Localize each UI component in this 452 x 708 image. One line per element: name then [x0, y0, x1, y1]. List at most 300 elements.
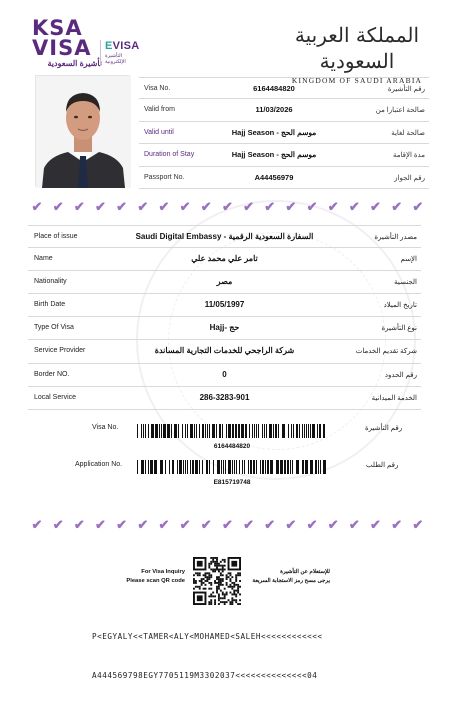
checkmark-strip-top: [30, 200, 425, 214]
qr-module: [218, 586, 220, 588]
qr-module: [233, 586, 235, 588]
check-mark-icon: ✔: [137, 517, 149, 532]
label-ar: مدة الإقامة: [393, 152, 425, 160]
check-mark-icon: ✔: [348, 517, 360, 532]
check-mark-icon: ✔: [73, 199, 85, 214]
qr-module: [237, 590, 239, 592]
value: Hajj- حج: [209, 323, 240, 333]
qr-module: [208, 572, 210, 574]
qr-instructions-ar: [250, 568, 330, 586]
qr-module: [222, 584, 224, 586]
label-ar: صالحة اعتبارا من: [375, 107, 425, 115]
check-mark-icon: ✔: [264, 199, 276, 214]
qr-module: [218, 595, 220, 597]
qr-module: [210, 574, 212, 576]
check-mark-icon: ✔: [31, 199, 43, 214]
value: 286-3283-901: [199, 392, 250, 402]
check-mark-icon: ✔: [31, 517, 43, 532]
qr-module: [233, 593, 235, 595]
qr-module: [222, 567, 224, 569]
qr-module: [205, 580, 207, 582]
qr-module: [222, 580, 224, 582]
qr-module: [239, 593, 241, 595]
qr-module: [206, 580, 208, 582]
check-mark-icon: ✔: [52, 517, 64, 532]
qr-module: [231, 593, 233, 595]
check-mark-icon: ✔: [348, 199, 360, 214]
qr-module: [199, 586, 201, 588]
qr-module: [222, 565, 224, 567]
qr-module: [218, 584, 220, 586]
check-mark-icon: ✔: [179, 199, 191, 214]
qr-module: [210, 582, 212, 584]
qr-module: [210, 576, 212, 578]
label-ar: نوع التأشيرة: [381, 325, 417, 333]
qr-module: [237, 588, 239, 590]
check-mark-icon: ✔: [158, 517, 170, 532]
qr-module: [224, 597, 226, 599]
portrait-image: [36, 76, 131, 188]
visa-barcode-number: 6164484820: [213, 443, 251, 450]
qr-module: [228, 576, 230, 578]
qr-module: [208, 565, 210, 567]
value: A44456979: [254, 172, 294, 182]
qr-module: [210, 557, 212, 559]
barcode-bar: [323, 460, 326, 474]
qr-module: [239, 572, 241, 574]
qr-module: [231, 599, 233, 601]
qr-module: [216, 592, 218, 594]
qr-module: [214, 599, 216, 601]
qr-module: [210, 588, 212, 590]
row-name: [28, 248, 421, 271]
qr-module: [201, 582, 203, 584]
label-en: Nationality: [34, 278, 67, 286]
qr-module: [216, 582, 218, 584]
qr-module: [201, 584, 203, 586]
qr-module: [203, 588, 205, 590]
qr-module: [220, 572, 222, 574]
row-service-provider: [28, 340, 421, 363]
qr-module: [206, 578, 208, 580]
qr-module: [229, 586, 231, 588]
qr-module: [212, 570, 214, 572]
qr-module: [203, 582, 205, 584]
qr-module: [222, 592, 224, 594]
qr-module: [235, 601, 237, 603]
qr-module: [193, 582, 195, 584]
qr-module: [235, 576, 237, 578]
qr-module: [222, 601, 224, 603]
qr-module: [214, 563, 216, 565]
value: Hajj Season - موسم الحج: [231, 150, 317, 160]
label-ar: صالحة لغاية: [391, 129, 425, 137]
qr-module: [224, 561, 226, 563]
qr-module: [218, 563, 220, 565]
qr-module: [205, 584, 207, 586]
check-mark-icon: ✔: [116, 517, 128, 532]
qr-module: [218, 570, 220, 572]
check-mark-icon: ✔: [221, 517, 233, 532]
label-ar: الإسم: [400, 256, 417, 264]
qr-scan-line-ar: يرجى مسح رمز الاستجابة السريعة: [252, 578, 330, 584]
qr-module: [229, 574, 231, 576]
qr-module: [208, 578, 210, 580]
qr-module: [210, 569, 212, 571]
qr-module: [199, 572, 201, 574]
qr-module: [210, 601, 212, 603]
qr-module: [195, 586, 197, 588]
label-en: Border NO.: [34, 370, 70, 378]
value: Hajj Season - موسم الحج: [231, 127, 317, 137]
label-ar: شركة تقديم الخدمات: [355, 348, 417, 356]
kingdom-header: [282, 22, 432, 85]
qr-module: [212, 557, 214, 559]
qr-module: [233, 590, 235, 592]
qr-module: [224, 565, 226, 567]
qr-module: [224, 559, 226, 561]
label-en: Local Service: [34, 393, 77, 401]
machine-readable-zone: [92, 604, 322, 708]
qr-module: [218, 597, 220, 599]
checkmark-strip-bottom: [30, 518, 425, 532]
qr-module: [218, 599, 220, 601]
qr-module: [239, 574, 241, 576]
qr-module: [212, 592, 214, 594]
qr-module: [199, 574, 201, 576]
qr-finder-pattern: [197, 595, 203, 601]
label-ar: الجنسية: [394, 279, 417, 287]
qr-module: [208, 567, 210, 569]
qr-inquiry-line-ar: للإستعلام عن التأشيرة: [280, 569, 330, 575]
check-mark-icon: ✔: [137, 199, 149, 214]
qr-module: [218, 582, 220, 584]
qr-module: [226, 578, 228, 580]
label-ar: رقم الحدود: [384, 371, 417, 379]
qr-module: [220, 597, 222, 599]
qr-module: [210, 593, 212, 595]
value: Saudi Digital Embassy - السفارة السعودية الرقمية: [135, 232, 314, 241]
qr-module: [220, 601, 222, 603]
label-en: Visa No.: [144, 85, 171, 92]
application-barcode-number: E815719748: [213, 479, 251, 486]
qr-module: [206, 576, 208, 578]
check-mark-icon: ✔: [370, 199, 381, 214]
label-ar: الخدمة الميدانية: [371, 394, 417, 402]
qr-module: [229, 584, 231, 586]
check-mark-icon: ✔: [412, 199, 424, 214]
check-mark-icon: ✔: [116, 199, 128, 214]
check-mark-icon: ✔: [200, 199, 212, 214]
qr-module: [216, 586, 218, 588]
qr-module: [237, 574, 239, 576]
qr-module: [226, 593, 228, 595]
qr-module: [216, 563, 218, 565]
row-valid-until: [139, 122, 429, 144]
qr-module: [222, 569, 224, 571]
qr-module: [216, 565, 218, 567]
qr-module: [239, 580, 241, 582]
logo-arabic-text: تأشيرة السعودية: [47, 59, 102, 68]
qr-module: [220, 574, 222, 576]
evisa-title: [105, 40, 142, 52]
qr-code[interactable]: [193, 557, 241, 605]
check-mark-icon: ✔: [306, 517, 318, 532]
visa-no-barcode-label: Visa No.: [92, 424, 119, 431]
qr-module: [239, 599, 241, 601]
qr-module: [218, 565, 220, 567]
qr-module: [231, 582, 233, 584]
qr-module: [212, 561, 214, 563]
check-mark-icon: ✔: [243, 517, 255, 532]
qr-module: [218, 593, 220, 595]
qr-module: [233, 599, 235, 601]
qr-module: [208, 574, 210, 576]
qr-module: [237, 592, 239, 594]
qr-module: [216, 578, 218, 580]
qr-module: [233, 592, 235, 594]
qr-module: [214, 557, 216, 559]
label-en: Service Provider: [34, 347, 86, 355]
qr-module: [208, 595, 210, 597]
qr-module: [210, 599, 212, 601]
label-ar: مصدر التأشيرة: [374, 234, 417, 241]
value: 0: [222, 369, 227, 379]
qr-module: [214, 565, 216, 567]
qr-module: [220, 590, 222, 592]
qr-module: [235, 580, 237, 582]
qr-module: [216, 590, 218, 592]
check-mark-icon: ✔: [327, 517, 339, 532]
qr-module: [212, 595, 214, 597]
qr-module: [237, 586, 239, 588]
qr-module: [226, 601, 228, 603]
qr-module: [214, 561, 216, 563]
qr-module: [220, 561, 222, 563]
qr-module: [193, 588, 195, 590]
label-ar: رقم الجواز: [394, 174, 425, 182]
check-mark-icon: ✔: [391, 517, 403, 532]
qr-module: [229, 578, 231, 580]
label-en: Type Of Visa: [34, 324, 74, 332]
value: 6164484820: [253, 84, 295, 93]
qr-module: [193, 578, 195, 580]
qr-module: [229, 592, 231, 594]
evisa-e: E: [105, 40, 113, 52]
qr-inquiry-line: For Visa Inquiry: [141, 569, 185, 575]
label-ar: رقم التأشيرة: [387, 86, 425, 93]
logo-ksa-text: KSA: [32, 16, 83, 40]
qr-module: [222, 559, 224, 561]
qr-module: [205, 574, 207, 576]
qr-module: [235, 595, 237, 597]
logo-visa-text: VISA: [32, 36, 92, 60]
qr-module: [208, 588, 210, 590]
value: تامر علي محمد علي: [191, 254, 258, 264]
qr-module: [220, 578, 222, 580]
label-en: Duration of Stay: [144, 151, 195, 159]
qr-module: [199, 588, 201, 590]
qr-module: [235, 590, 237, 592]
qr-module: [195, 580, 197, 582]
qr-module: [212, 569, 214, 571]
qr-module: [235, 593, 237, 595]
check-mark-icon: ✔: [158, 199, 170, 214]
qr-module: [216, 559, 218, 561]
qr-module: [220, 582, 222, 584]
qr-module: [228, 599, 230, 601]
qr-module: [235, 574, 237, 576]
qr-module: [222, 574, 224, 576]
qr-module: [226, 576, 228, 578]
qr-module: [195, 572, 197, 574]
row-duration-of-stay: [139, 144, 429, 166]
qr-module: [216, 576, 218, 578]
kingdom-arabic-calligraphy: المملكة العربية السعودية: [294, 23, 420, 73]
check-mark-icon: ✔: [264, 517, 276, 532]
qr-module: [203, 574, 205, 576]
row-place-of-issue: [28, 225, 421, 248]
value: شركة الراجحي للخدمات التجارية المساندة: [154, 346, 295, 356]
qr-module: [226, 584, 228, 586]
qr-module: [205, 576, 207, 578]
check-mark-icon: ✔: [95, 199, 106, 214]
label-en: Name: [34, 255, 53, 263]
check-mark-icon: ✔: [221, 199, 233, 214]
qr-module: [229, 601, 231, 603]
qr-module: [210, 561, 212, 563]
evisa-logo: [100, 40, 142, 66]
qr-module: [239, 586, 241, 588]
check-mark-icon: ✔: [370, 517, 381, 532]
application-no-barcode-label-ar: رقم الطلب: [366, 462, 399, 469]
qr-module: [216, 588, 218, 590]
qr-module: [231, 601, 233, 603]
qr-module: [214, 601, 216, 603]
row-local-service: [28, 387, 421, 410]
qr-module: [237, 572, 239, 574]
qr-module: [199, 580, 201, 582]
qr-module: [216, 567, 218, 569]
qr-module: [208, 576, 210, 578]
label-en: Birth Date: [34, 301, 66, 309]
qr-module: [214, 569, 216, 571]
qr-module: [222, 593, 224, 595]
qr-module: [216, 569, 218, 571]
qr-module: [235, 584, 237, 586]
row-type-of-visa: [28, 317, 421, 340]
check-mark-icon: ✔: [285, 199, 297, 214]
qr-module: [228, 586, 230, 588]
qr-module: [224, 601, 226, 603]
qr-module: [212, 559, 214, 561]
qr-module: [233, 582, 235, 584]
check-mark-icon: ✔: [285, 517, 297, 532]
row-nationality: [28, 271, 421, 294]
barcode-bar: [323, 424, 325, 438]
row-valid-from: [139, 99, 429, 121]
qr-module: [193, 580, 195, 582]
qr-module: [205, 572, 207, 574]
qr-module: [222, 570, 224, 572]
qr-module: [218, 580, 220, 582]
qr-module: [218, 578, 220, 580]
qr-module: [229, 572, 231, 574]
check-mark-icon: ✔: [243, 199, 255, 214]
qr-module: [197, 574, 199, 576]
qr-module: [216, 557, 218, 559]
label-en: Place of issue: [34, 233, 78, 240]
qr-module: [210, 595, 212, 597]
qr-module: [206, 572, 208, 574]
qr-module: [205, 588, 207, 590]
qr-module: [208, 601, 210, 603]
row-border-no: [28, 364, 421, 387]
qr-module: [214, 582, 216, 584]
qr-module: [231, 576, 233, 578]
qr-module: [226, 574, 228, 576]
qr-module: [231, 597, 233, 599]
qr-module: [218, 576, 220, 578]
qr-module: [224, 595, 226, 597]
qr-instructions-en: [115, 568, 185, 586]
qr-module: [218, 569, 220, 571]
holder-photo: [35, 75, 130, 187]
qr-module: [224, 588, 226, 590]
evisa-arabic: التأشيرة الإلكترونية: [105, 53, 126, 65]
label-en: Passport No.: [144, 173, 185, 181]
value: 11/05/1997: [204, 300, 245, 310]
row-birth-date: [28, 294, 421, 317]
check-mark-icon: ✔: [200, 517, 212, 532]
mrz-line-2: A444569798EGY7705119M3302037<<<<<<<<<<<<<<04: [92, 671, 318, 680]
qr-finder-pattern: [197, 561, 203, 567]
evisa-rest: VISA: [112, 40, 140, 52]
qr-module: [220, 569, 222, 571]
check-mark-icon: ✔: [412, 517, 424, 532]
value: 11/03/2026: [255, 105, 293, 115]
qr-module: [220, 580, 222, 582]
kingdom-english-title: KINGDOM OF SAUDI ARABIA: [291, 76, 423, 85]
qr-module: [220, 565, 222, 567]
qr-module: [229, 580, 231, 582]
qr-module: [214, 580, 216, 582]
ksa-visa-logo: [32, 18, 102, 68]
qr-module: [201, 580, 203, 582]
check-mark-icon: ✔: [73, 517, 85, 532]
qr-module: [197, 586, 199, 588]
application-number-barcode: [137, 460, 327, 474]
check-mark-icon: ✔: [179, 517, 191, 532]
row-visa-no: [139, 77, 429, 99]
check-mark-icon: ✔: [327, 199, 339, 214]
qr-module: [222, 578, 224, 580]
qr-module: [216, 561, 218, 563]
qr-module: [226, 592, 228, 594]
qr-module: [237, 584, 239, 586]
check-mark-icon: ✔: [391, 199, 403, 214]
qr-finder-pattern: [231, 561, 237, 567]
visa-summary-table: [139, 77, 429, 189]
visa-number-barcode: [137, 424, 327, 438]
check-mark-icon: ✔: [52, 199, 64, 214]
qr-module: [218, 588, 220, 590]
visa-details-table: [28, 225, 421, 410]
qr-module: [210, 584, 212, 586]
qr-module: [208, 563, 210, 565]
mrz-line-1: P<EGYALY<<TAMER<ALY<MOHAMED<SALEH<<<<<<<<<<<<: [92, 632, 323, 641]
visa-no-barcode-label-ar: رقم التأشيرة: [365, 425, 403, 432]
